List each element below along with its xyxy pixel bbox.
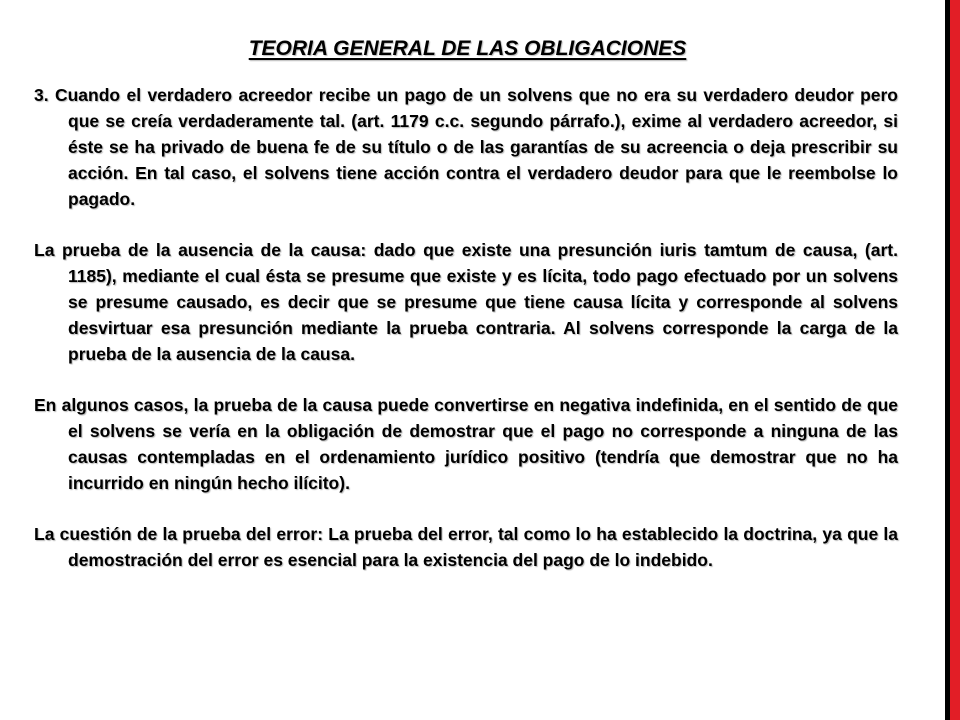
slide-body <box>34 82 898 573</box>
paragraph-prueba-error: La cuestión de la prueba del error: La prueba del error, tal como lo ha establecido la doctrina, ya que la demostración del error es esencial para la existencia del pago de lo indebido. <box>34 524 898 570</box>
paragraph-negativa-indefinida: En algunos casos, la prueba de la causa puede convertirse en negativa indefinida, en el sentido de que el solvens se vería en la obligación de demostrar que el pago no corresponde a ninguna de las causas contempladas en el ordenamiento jurídico positivo (tendría que demostrar que no ha incurrido en ningún hecho ilícito). <box>34 395 898 493</box>
paragraph-pago-acreedor: 3. Cuando el verdadero acreedor recibe un pago de un solvens que no era su verdadero deudor pero que se creía verdaderamente tal. (art. 1179 c.c. segundo párrafo.), exime al verdadero acreedor, si éste se ha privado de buena fe de su título o de las garantías de su acreencia o deja prescribir su acción. En tal caso, el solvens tiene acción contra el verdadero deudor para que le reembolse lo pagado. <box>34 85 898 209</box>
slide-title: TEORIA GENERAL DE LAS OBLIGACIONES <box>248 37 687 60</box>
paragraph-prueba-ausencia-causa: La prueba de la ausencia de la causa: dado que existe una presunción iuris tamtum de causa, (art. 1185), mediante el cual ésta se presume que existe y es lícita, todo pago efectuado por un solvens se presume causado, es decir que se presume que tiene causa lícita y corresponde al solvens desvirtuar esa presunción mediante la prueba contraria. Al solvens corresponde la carga de la prueba de la ausencia de la causa. <box>34 240 898 364</box>
red-accent-bar <box>950 0 960 720</box>
